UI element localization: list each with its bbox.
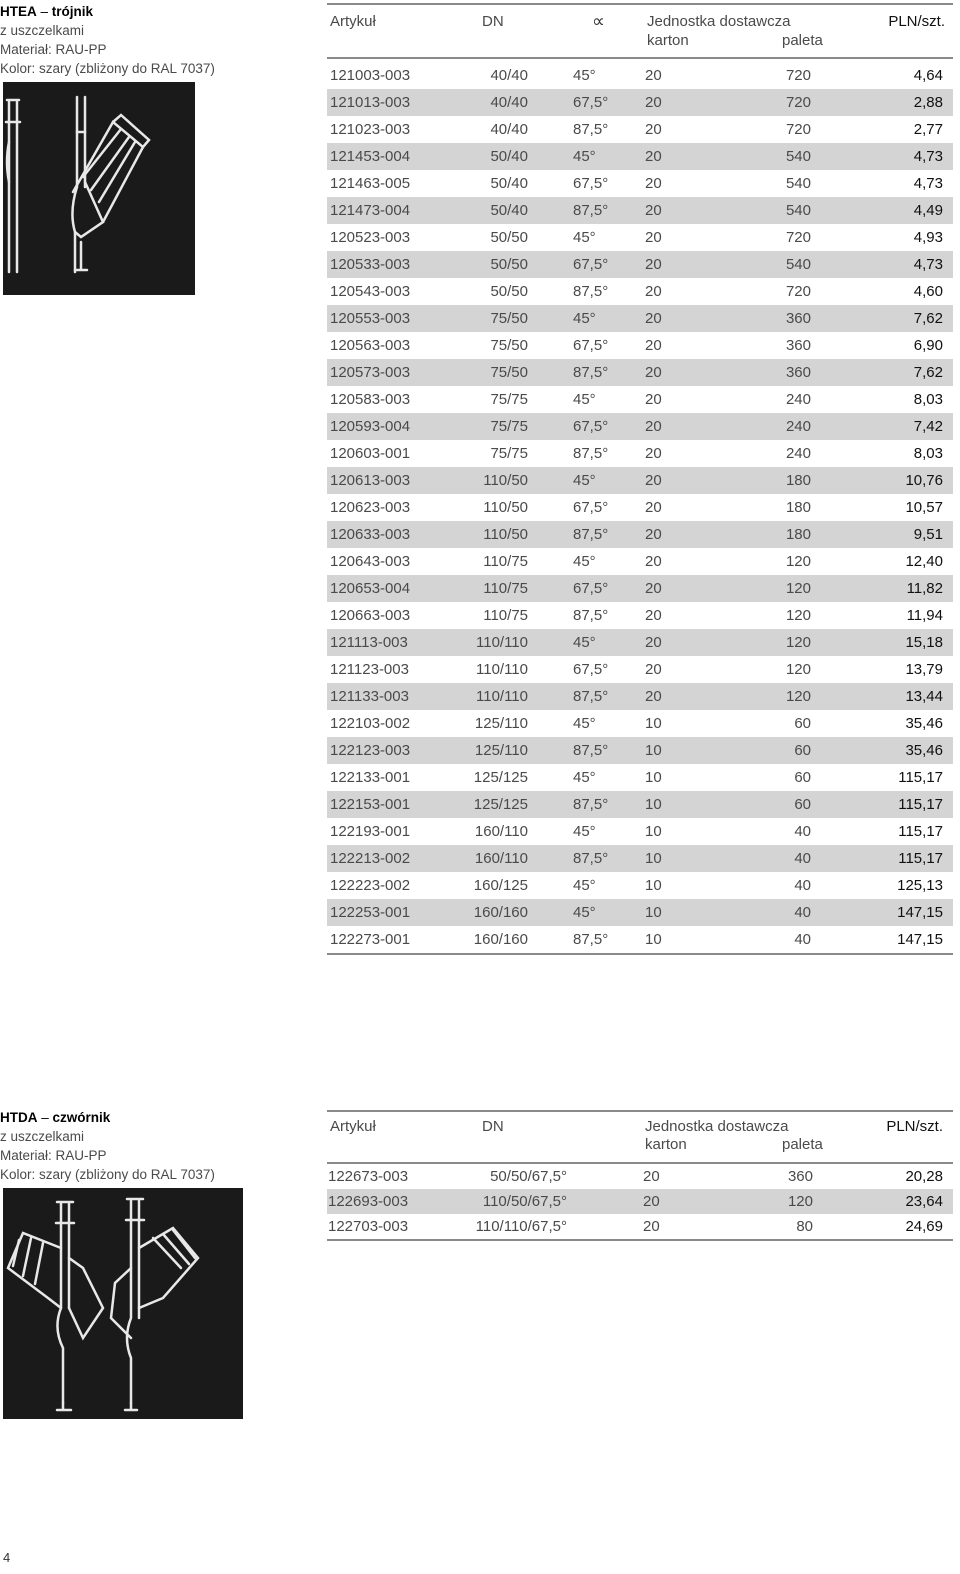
table-row — [327, 170, 953, 197]
cell-pallet: 720 — [785, 121, 811, 138]
angle-icon: ∝ — [592, 11, 605, 31]
cell-pallet: 360 — [785, 310, 811, 327]
col-header-article: Artykuł — [330, 13, 376, 30]
cell-dn: 160/110 — [474, 823, 528, 840]
page-number: 4 — [3, 1550, 11, 1565]
cell-pallet: 120 — [785, 580, 811, 597]
cell-dn: 75/75 — [490, 391, 528, 408]
cell-pallet: 120 — [787, 1193, 813, 1210]
cell-box: 20 — [645, 580, 662, 597]
product-desc-line: Kolor: szary (zbliżony do RAL 7037) — [0, 61, 215, 76]
cell-angle: 45° — [573, 823, 596, 840]
cell-angle: 45° — [573, 769, 596, 786]
cell-dn: 50/40 — [490, 202, 528, 219]
cell-price: 13,79 — [905, 661, 943, 678]
cell-box: 20 — [643, 1218, 660, 1235]
cell-dn: 110/110 — [476, 688, 528, 705]
cell-pallet: 60 — [794, 796, 811, 813]
table-row — [327, 791, 953, 818]
cell-article: 121023-003 — [330, 121, 411, 138]
cell-box: 20 — [645, 391, 662, 408]
cell-article: 122693-003 — [328, 1193, 409, 1210]
table-header — [327, 3, 953, 59]
cell-price: 13,44 — [905, 688, 943, 705]
cell-dn: 110/50 — [483, 472, 528, 489]
cell-box: 20 — [643, 1168, 660, 1185]
product-photo-cross — [3, 1188, 243, 1419]
cell-price: 115,17 — [898, 769, 943, 786]
cell-dn: 110/110 — [476, 661, 528, 678]
cell-box: 20 — [645, 634, 662, 651]
cell-price: 11,82 — [906, 580, 943, 597]
cell-angle: 45° — [573, 634, 596, 651]
cell-dn: 40/40 — [490, 121, 528, 138]
cell-dn: 110/50 — [483, 526, 528, 543]
cell-pallet: 40 — [794, 931, 811, 948]
cell-pallet: 40 — [794, 823, 811, 840]
cell-box: 20 — [645, 256, 662, 273]
cell-angle: 87,5° — [573, 283, 609, 300]
cell-pallet: 180 — [785, 499, 811, 516]
cell-price: 15,18 — [905, 634, 943, 651]
cell-price: 147,15 — [897, 931, 943, 948]
product-desc-line: Materiał: RAU-PP — [0, 42, 107, 57]
col-header-price: PLN/szt. — [888, 13, 945, 30]
cell-angle: 45° — [573, 67, 596, 84]
cell-dn: 160/160 — [473, 931, 528, 948]
col-header-unit: Jednostka dostawcza — [647, 13, 791, 30]
table-row — [327, 818, 953, 845]
cell-dn: 110/50 — [483, 499, 528, 516]
cell-price: 4,64 — [913, 67, 943, 84]
cell-article: 120603-001 — [330, 445, 411, 462]
cell-price: 4,60 — [913, 283, 943, 300]
cell-pallet: 40 — [794, 877, 811, 894]
cell-pallet: 540 — [785, 202, 811, 219]
cell-article: 121453-004 — [330, 148, 411, 165]
table-row — [327, 89, 953, 116]
cell-price: 2,88 — [913, 94, 943, 111]
cell-price: 125,13 — [897, 877, 943, 894]
price-table-htea — [327, 3, 953, 955]
cell-box: 20 — [645, 607, 662, 624]
cell-box: 20 — [645, 688, 662, 705]
cell-article: 122153-001 — [330, 796, 411, 813]
table-row — [327, 386, 953, 413]
cell-article: 120613-003 — [330, 472, 411, 489]
cell-price: 4,49 — [913, 202, 943, 219]
table-row — [327, 683, 953, 710]
product-title: HTDA – czwórnik — [0, 1110, 111, 1125]
col-header-unit: Jednostka dostawcza — [645, 1118, 789, 1135]
cell-article: 120523-003 — [330, 229, 411, 246]
cell-pallet: 80 — [796, 1218, 813, 1235]
cell-box: 20 — [645, 337, 662, 354]
cell-box: 20 — [645, 553, 662, 570]
cell-pallet: 360 — [785, 337, 811, 354]
cell-box: 20 — [645, 418, 662, 435]
cell-pallet: 540 — [785, 175, 811, 192]
cell-dn: 75/50 — [490, 364, 528, 381]
table-body — [327, 1162, 953, 1241]
cell-box: 20 — [645, 661, 662, 678]
cell-article: 122123-003 — [330, 742, 411, 759]
cell-dn: 50/50 — [490, 283, 528, 300]
table-row — [327, 575, 953, 602]
cell-price: 4,73 — [913, 175, 943, 192]
cell-dn: 50/40 — [490, 175, 528, 192]
cell-box: 20 — [645, 94, 662, 111]
cell-pallet: 60 — [794, 769, 811, 786]
table-row — [327, 1189, 953, 1214]
table-row — [327, 656, 953, 683]
table-row — [327, 710, 953, 737]
cell-pallet: 720 — [785, 67, 811, 84]
table-row — [327, 440, 953, 467]
cell-pallet: 40 — [794, 904, 811, 921]
cell-box: 20 — [643, 1193, 660, 1210]
cell-dn: 160/160 — [473, 904, 528, 921]
cell-angle: 67,5° — [573, 256, 609, 273]
table-row — [327, 332, 953, 359]
cell-article: 120583-003 — [330, 391, 411, 408]
table-row — [327, 521, 953, 548]
cell-angle: 87,5° — [573, 607, 609, 624]
cell-article: 120543-003 — [330, 283, 411, 300]
cell-box: 20 — [645, 229, 662, 246]
cell-angle: 45° — [573, 229, 596, 246]
table-row — [327, 1164, 953, 1189]
cell-pallet: 180 — [785, 526, 811, 543]
cell-pallet: 120 — [785, 688, 811, 705]
cell-dn: 160/125 — [473, 877, 528, 894]
cell-dn: 40/40 — [490, 94, 528, 111]
cell-box: 20 — [645, 283, 662, 300]
cell-box: 10 — [645, 904, 662, 921]
cell-article: 122253-001 — [330, 904, 411, 921]
table-header — [327, 1110, 953, 1162]
cell-article: 121003-003 — [330, 67, 411, 84]
cell-angle: 87,5° — [573, 742, 609, 759]
cell-article: 120653-004 — [330, 580, 411, 597]
table-row — [327, 899, 953, 926]
cell-dn: 50/50 — [490, 256, 528, 273]
cell-article: 122273-001 — [330, 931, 411, 948]
cell-price: 2,77 — [913, 121, 943, 138]
table-row — [327, 602, 953, 629]
table-row — [327, 278, 953, 305]
cell-box: 20 — [645, 202, 662, 219]
cell-article: 120563-003 — [330, 337, 411, 354]
cell-article: 122703-003 — [328, 1218, 409, 1235]
cell-angle: 67,5° — [573, 499, 609, 516]
cell-dn: 110/75 — [483, 580, 528, 597]
cell-box: 20 — [645, 121, 662, 138]
cell-dn: 50/50/67,5° — [490, 1168, 567, 1185]
cell-price: 10,76 — [905, 472, 943, 489]
cell-angle: 45° — [573, 148, 596, 165]
cell-angle: 45° — [573, 877, 596, 894]
cell-article: 121013-003 — [330, 94, 411, 111]
cell-price: 115,17 — [898, 850, 943, 867]
cell-pallet: 240 — [785, 391, 811, 408]
product-title: HTEA – trójnik — [0, 4, 94, 19]
table-row — [327, 359, 953, 386]
cell-angle: 87,5° — [573, 445, 609, 462]
cell-dn: 125/110 — [474, 742, 528, 759]
cell-box: 20 — [645, 526, 662, 543]
cell-article: 122673-003 — [328, 1168, 409, 1185]
cell-article: 122133-001 — [330, 769, 411, 786]
cell-dn: 50/50 — [490, 229, 528, 246]
cell-dn: 110/75 — [483, 553, 528, 570]
product-info-htda — [0, 1108, 240, 1184]
cell-price: 23,64 — [905, 1193, 943, 1210]
cell-pallet: 120 — [785, 607, 811, 624]
cell-angle: 87,5° — [573, 931, 609, 948]
table-row — [327, 467, 953, 494]
cell-angle: 67,5° — [573, 337, 609, 354]
cell-angle: 45° — [573, 472, 596, 489]
table-row — [327, 737, 953, 764]
cell-dn: 50/40 — [490, 148, 528, 165]
cell-article: 121123-003 — [330, 661, 409, 678]
cell-dn: 125/125 — [473, 769, 528, 786]
cell-angle: 45° — [573, 904, 596, 921]
cell-article: 120663-003 — [330, 607, 411, 624]
cell-price: 24,69 — [905, 1218, 943, 1235]
cell-pallet: 540 — [785, 256, 811, 273]
cell-box: 10 — [645, 796, 662, 813]
cell-box: 10 — [645, 850, 662, 867]
col-header-pallet: paleta — [782, 32, 823, 49]
col-header-dn: DN — [482, 1118, 504, 1135]
cell-article: 120573-003 — [330, 364, 411, 381]
cell-angle: 45° — [573, 391, 596, 408]
cell-box: 20 — [645, 310, 662, 327]
cell-box: 10 — [645, 877, 662, 894]
cell-price: 11,94 — [906, 607, 943, 624]
cell-box: 20 — [645, 499, 662, 516]
cell-box: 20 — [645, 67, 662, 84]
price-table-htda — [327, 1110, 953, 1241]
table-row — [327, 251, 953, 278]
cell-dn: 75/50 — [490, 337, 528, 354]
cell-dn: 110/75 — [483, 607, 528, 624]
cell-article: 122223-002 — [330, 877, 411, 894]
cell-angle: 45° — [573, 310, 596, 327]
product-desc-line: z uszczelkami — [0, 23, 85, 38]
cell-pallet: 120 — [785, 661, 811, 678]
cell-box: 20 — [645, 175, 662, 192]
cell-box: 20 — [645, 445, 662, 462]
table-row — [327, 62, 953, 89]
cell-article: 120593-004 — [330, 418, 411, 435]
cell-price: 147,15 — [897, 904, 943, 921]
cell-angle: 67,5° — [573, 418, 609, 435]
cell-pallet: 240 — [785, 445, 811, 462]
table-row — [327, 224, 953, 251]
cell-article: 121473-004 — [330, 202, 411, 219]
product-photo-tee — [3, 82, 195, 295]
cell-dn: 110/50/67,5° — [482, 1193, 567, 1210]
cell-angle: 87,5° — [573, 364, 609, 381]
cell-price: 115,17 — [898, 796, 943, 813]
col-header-box: karton — [647, 32, 689, 49]
cell-price: 9,51 — [913, 526, 943, 543]
col-header-pallet: paleta — [782, 1136, 823, 1153]
cell-article: 122103-002 — [330, 715, 411, 732]
cell-pallet: 360 — [787, 1168, 813, 1185]
table-body — [327, 62, 953, 955]
table-row — [327, 629, 953, 656]
cell-dn: 75/75 — [490, 445, 528, 462]
cell-price: 7,62 — [913, 310, 943, 327]
cell-price: 8,03 — [913, 445, 943, 462]
cell-price: 6,90 — [913, 337, 943, 354]
cell-angle: 87,5° — [573, 850, 609, 867]
table-row — [327, 872, 953, 899]
cell-angle: 45° — [573, 715, 596, 732]
cell-dn: 160/110 — [474, 850, 528, 867]
cell-angle: 87,5° — [573, 526, 609, 543]
cell-pallet: 60 — [794, 742, 811, 759]
cell-price: 4,73 — [913, 148, 943, 165]
cell-angle: 87,5° — [573, 202, 609, 219]
cell-dn: 75/50 — [490, 310, 528, 327]
col-header-article: Artykuł — [330, 1118, 376, 1135]
cell-price: 35,46 — [905, 715, 943, 732]
cell-article: 120553-003 — [330, 310, 411, 327]
cell-pallet: 540 — [785, 148, 811, 165]
cell-pallet: 40 — [794, 850, 811, 867]
cell-price: 7,62 — [913, 364, 943, 381]
product-desc-line: Kolor: szary (zbliżony do RAL 7037) — [0, 1167, 215, 1182]
table-row — [327, 413, 953, 440]
product-info-htea — [0, 2, 240, 78]
cell-price: 10,57 — [905, 499, 943, 516]
cell-dn: 125/110 — [474, 715, 528, 732]
cell-box: 10 — [645, 715, 662, 732]
cell-price: 4,93 — [913, 229, 943, 246]
cell-angle: 67,5° — [573, 661, 609, 678]
cell-pallet: 240 — [785, 418, 811, 435]
table-row — [327, 1214, 953, 1239]
cell-dn: 40/40 — [490, 67, 528, 84]
table-row — [327, 926, 953, 953]
cell-angle: 87,5° — [573, 688, 609, 705]
cell-box: 10 — [645, 742, 662, 759]
cell-price: 115,17 — [898, 823, 943, 840]
cell-angle: 87,5° — [573, 796, 609, 813]
cell-angle: 87,5° — [573, 121, 609, 138]
cell-article: 122193-001 — [330, 823, 411, 840]
cell-dn: 110/110/67,5° — [475, 1218, 567, 1235]
cell-angle: 67,5° — [573, 175, 609, 192]
cell-box: 10 — [645, 823, 662, 840]
cell-box: 10 — [645, 931, 662, 948]
table-row — [327, 197, 953, 224]
cell-box: 10 — [645, 769, 662, 786]
cell-dn: 110/110 — [476, 634, 528, 651]
col-header-price: PLN/szt. — [886, 1118, 943, 1135]
cell-pallet: 720 — [785, 229, 811, 246]
cell-article: 121113-003 — [330, 634, 408, 651]
cell-article: 120643-003 — [330, 553, 411, 570]
table-row — [327, 143, 953, 170]
cell-pallet: 60 — [794, 715, 811, 732]
cell-pallet: 120 — [785, 553, 811, 570]
cell-article: 122213-002 — [330, 850, 411, 867]
cell-article: 120533-003 — [330, 256, 411, 273]
cell-pallet: 720 — [785, 283, 811, 300]
col-header-box: karton — [645, 1136, 687, 1153]
cell-pallet: 720 — [785, 94, 811, 111]
table-row — [327, 305, 953, 332]
cell-article: 120623-003 — [330, 499, 411, 516]
cell-article: 121463-005 — [330, 175, 411, 192]
table-row — [327, 116, 953, 143]
table-row — [327, 764, 953, 791]
product-desc-line: z uszczelkami — [0, 1129, 85, 1144]
cell-box: 20 — [645, 364, 662, 381]
cell-price: 7,42 — [913, 418, 943, 435]
cell-pallet: 120 — [785, 634, 811, 651]
cell-price: 4,73 — [913, 256, 943, 273]
table-row — [327, 494, 953, 521]
cell-price: 35,46 — [905, 742, 943, 759]
table-row — [327, 548, 953, 575]
cell-angle: 67,5° — [573, 94, 609, 111]
product-desc-line: Materiał: RAU-PP — [0, 1148, 107, 1163]
cell-box: 20 — [645, 472, 662, 489]
cell-pallet: 180 — [785, 472, 811, 489]
table-row — [327, 845, 953, 872]
cell-price: 20,28 — [905, 1168, 943, 1185]
cell-angle: 67,5° — [573, 580, 609, 597]
cell-dn: 75/75 — [490, 418, 528, 435]
col-header-dn: DN — [482, 13, 504, 30]
cell-pallet: 360 — [785, 364, 811, 381]
cell-dn: 125/125 — [473, 796, 528, 813]
cell-price: 12,40 — [905, 553, 943, 570]
cell-article: 121133-003 — [330, 688, 409, 705]
cell-box: 20 — [645, 148, 662, 165]
cell-article: 120633-003 — [330, 526, 411, 543]
cell-price: 8,03 — [913, 391, 943, 408]
cell-angle: 45° — [573, 553, 596, 570]
